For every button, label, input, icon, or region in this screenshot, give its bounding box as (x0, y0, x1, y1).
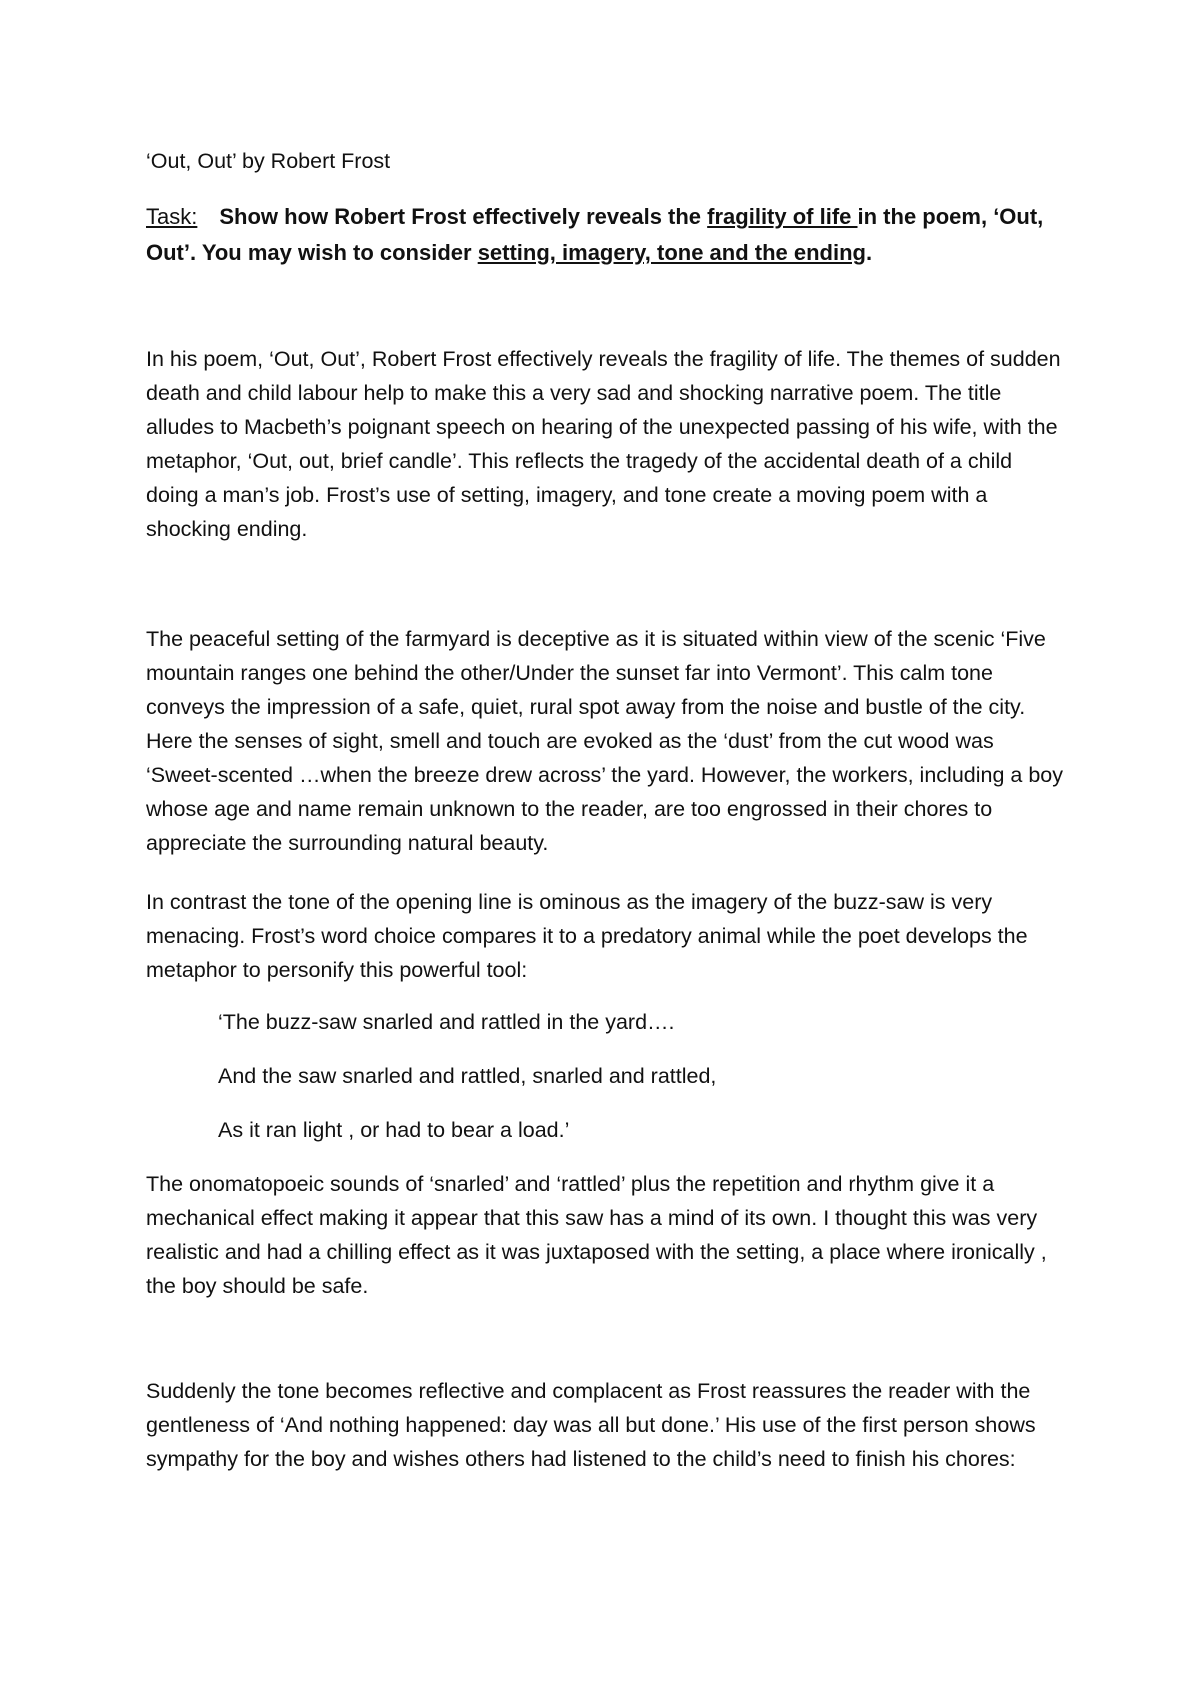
paragraph-tone-shift: Suddenly the tone becomes reflective and complacent as Frost reassures the reader with the gentleness of ‘And nothing happened: day was all but done.’ His use of the first person shows sympathy for the boy and wishes others had listened to the child’s need to finish his chores: (146, 1379, 1036, 1471)
task-focus-fragility: fragility of life (707, 204, 858, 229)
paragraph-setting: The peaceful setting of the farmyard is deceptive as it is situated within view of the scenic ‘Five mountain ranges one behind the other/Under the sunset far into Vermont’. This calm tone conveys the impression of a safe, quiet, rural spot away from the noise and bustle of the city. Here the senses of sight, smell and touch are evoked as the ‘dust’ from the cut wood was ‘Sweet-scented …when the breeze drew across’ the yard. However, the workers, including a boy whose age and name remain unknown to the reader, are too engrossed in their chores to appreciate the surrounding natural beauty. (146, 627, 1063, 855)
poem-quote-line: ‘The buzz-saw snarled and rattled in the yard…. (218, 1010, 675, 1034)
task-text-part1: Show how Robert Frost effectively reveals the (219, 204, 708, 229)
task-focus-aspects: setting, imagery, tone and the ending (477, 240, 866, 265)
paragraph-introduction: In his poem, ‘Out, Out’, Robert Frost effectively reveals the fragility of life. The themes of sudden death and child labour help to make this a very sad and shocking narrative poem. The title alludes to Macbeth’s poignant speech on hearing of the unexpected passing of his wife, with the metaphor, ‘Out, out, brief candle’. This reflects the tragedy of the accidental death of a child doing a man’s job. Frost’s use of setting, imagery, and tone create a moving poem with a shocking ending. (146, 347, 1061, 541)
poem-quote-line: And the saw snarled and rattled, snarled and rattled, (218, 1064, 717, 1088)
paragraph-imagery: In contrast the tone of the opening line is ominous as the imagery of the buzz-saw is very menacing. Frost’s word choice compares it to a predatory animal while the poet develops the metaphor to personify this powerful tool: (146, 890, 1028, 982)
task-statement (146, 199, 1066, 271)
paragraph-sound-effects: The onomatopoeic sounds of ‘snarled’ and ‘rattled’ plus the repetition and rhythm give it a mechanical effect making it appear that this saw has a mind of its own. I thought this was very realistic and had a chilling effect as it was juxtaposed with the setting, a place where ironically , the boy should be safe. (146, 1172, 1047, 1298)
task-label: Task: (146, 204, 198, 229)
document-title: ‘Out, Out’ by Robert Frost (146, 149, 391, 173)
task-text-part2: in the poem, ‘Out, Out’. You may wish to consider (146, 204, 1044, 265)
task-text-part3: . (866, 240, 873, 265)
poem-quote-line: As it ran light , or had to bear a load.’ (218, 1118, 570, 1142)
